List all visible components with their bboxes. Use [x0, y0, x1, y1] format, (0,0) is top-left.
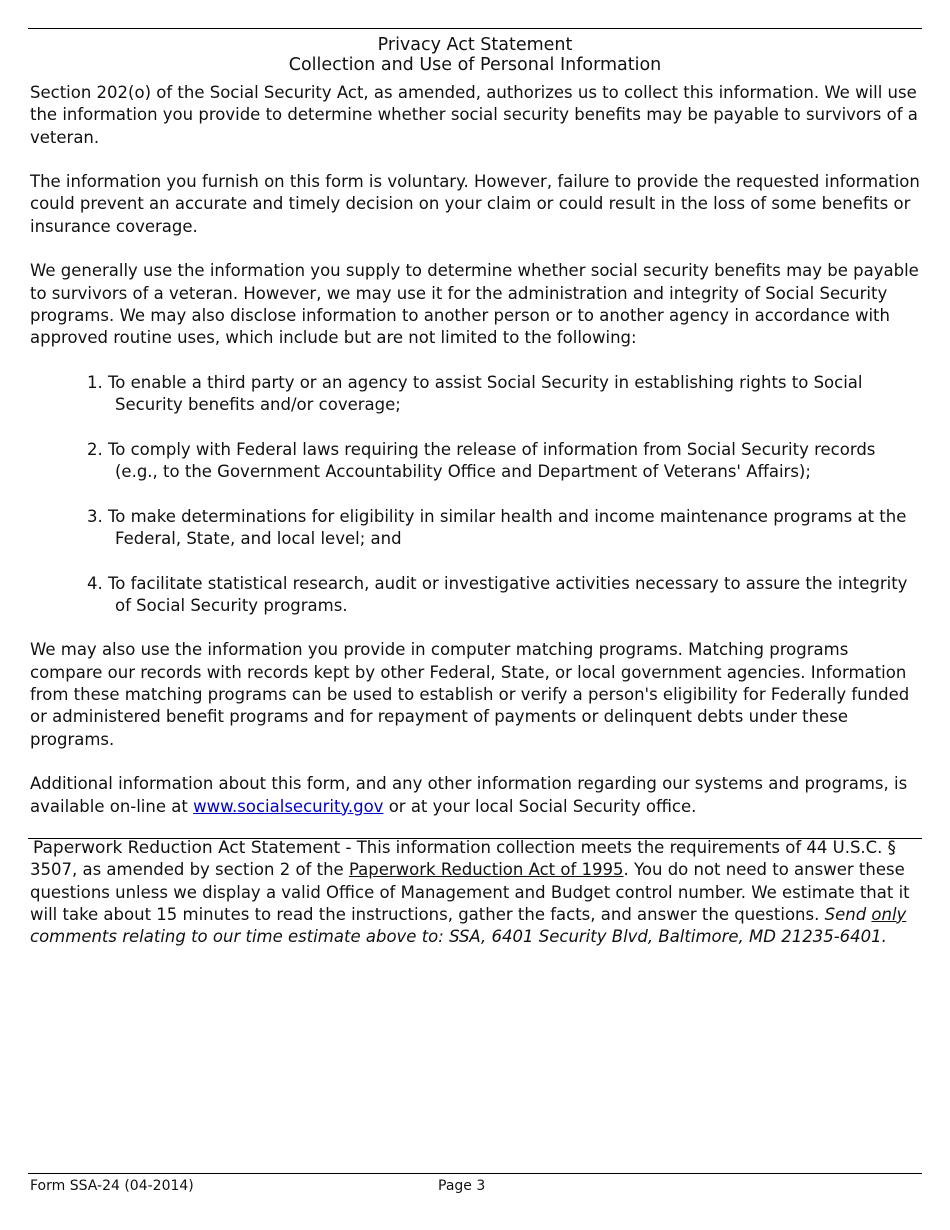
- paperwork-text: - This information collection meets the requirements of 44 U.S.C. § 3507, as amended by section 2 of the: [30, 838, 896, 880]
- routine-use-item-1: 1. To enable a third party or an agency to assist Social Security in establishing rights to Social Security benefits and/or coverage;: [87, 372, 863, 415]
- privacy-act-body: [30, 82, 922, 840]
- comments-send: Send: [824, 904, 872, 924]
- footer-divider: [28, 1173, 922, 1174]
- paperwork-heading: Paperwork Reduction Act Statement: [33, 838, 341, 858]
- privacy-paragraph-matching: We may also use the information you provide in computer matching programs. Matching programs compare our records with records kept by other Federal, State, or local government agencies. Information from these matching programs can be used to establish or verify a person's eligibility for Federally funded or administered benefit programs and for repayment of payments or delinquent debts under these programs.: [30, 640, 910, 749]
- privacy-paragraph-additional-info: [30, 773, 922, 818]
- page-number: Page 3: [438, 1178, 486, 1194]
- form-number: Form SSA-24 (04-2014): [30, 1178, 194, 1194]
- comments-only: only: [871, 904, 907, 924]
- additional-info-text: Additional information about this form, and any other information regarding our systems and programs, is available on-line at: [30, 774, 908, 816]
- paperwork-text-continued: . You do not need to answer these questions unless we display a valid Office of Management and Budget control number. We estimate that it will take about 15 minutes to read the instructions, gather the facts, and answer the questions.: [30, 860, 910, 924]
- privacy-paragraph-authority: Section 202(o) of the Social Security Act, as amended, authorizes us to collect this information. We will use the information you provide to determine whether social security benefits may be payable to survivors of a veteran.: [30, 83, 918, 147]
- paperwork-reduction-statement: [30, 837, 922, 948]
- routine-use-item-2: 2. To comply with Federal laws requiring the release of information from Social Security records (e.g., to the Government Accountability Office and Department of Veterans' Affairs);: [87, 439, 876, 482]
- comments-address: comments relating to our time estimate above to: SSA, 6401 Security Blvd, Baltimore, MD 21235-6401.: [30, 927, 887, 947]
- top-divider: [28, 28, 922, 29]
- routine-use-item-4: 4. To facilitate statistical research, audit or investigative activities necessary to assure the integrity of Social Security programs.: [87, 573, 908, 615]
- socialsecurity-link[interactable]: www.socialsecurity.gov: [193, 796, 384, 816]
- page-title-block: [28, 35, 922, 75]
- paperwork-act-reference: Paperwork Reduction Act of 1995: [348, 860, 624, 880]
- privacy-paragraph-uses: We generally use the information you supply to determine whether social security benefits may be payable to survivors of a veteran. However, we may use it for the administration and integrity of Social Security programs. We may also disclose information to another person or to another agency in accordance with approved routine uses, which include but are not limited to the following:: [30, 261, 919, 348]
- page-title: Privacy Act Statement: [377, 35, 573, 55]
- page-subtitle: Collection and Use of Personal Information: [288, 55, 662, 75]
- additional-info-text-end: or at your local Social Security office.: [383, 796, 697, 816]
- routine-use-item-3: 3. To make determinations for eligibility in similar health and income maintenance programs at the Federal, State, and local level; and: [87, 506, 907, 548]
- privacy-paragraph-voluntary: The information you furnish on this form is voluntary. However, failure to provide the requested information could prevent an accurate and timely decision on your claim or could result in the loss of some benefits or insurance coverage.: [30, 172, 920, 236]
